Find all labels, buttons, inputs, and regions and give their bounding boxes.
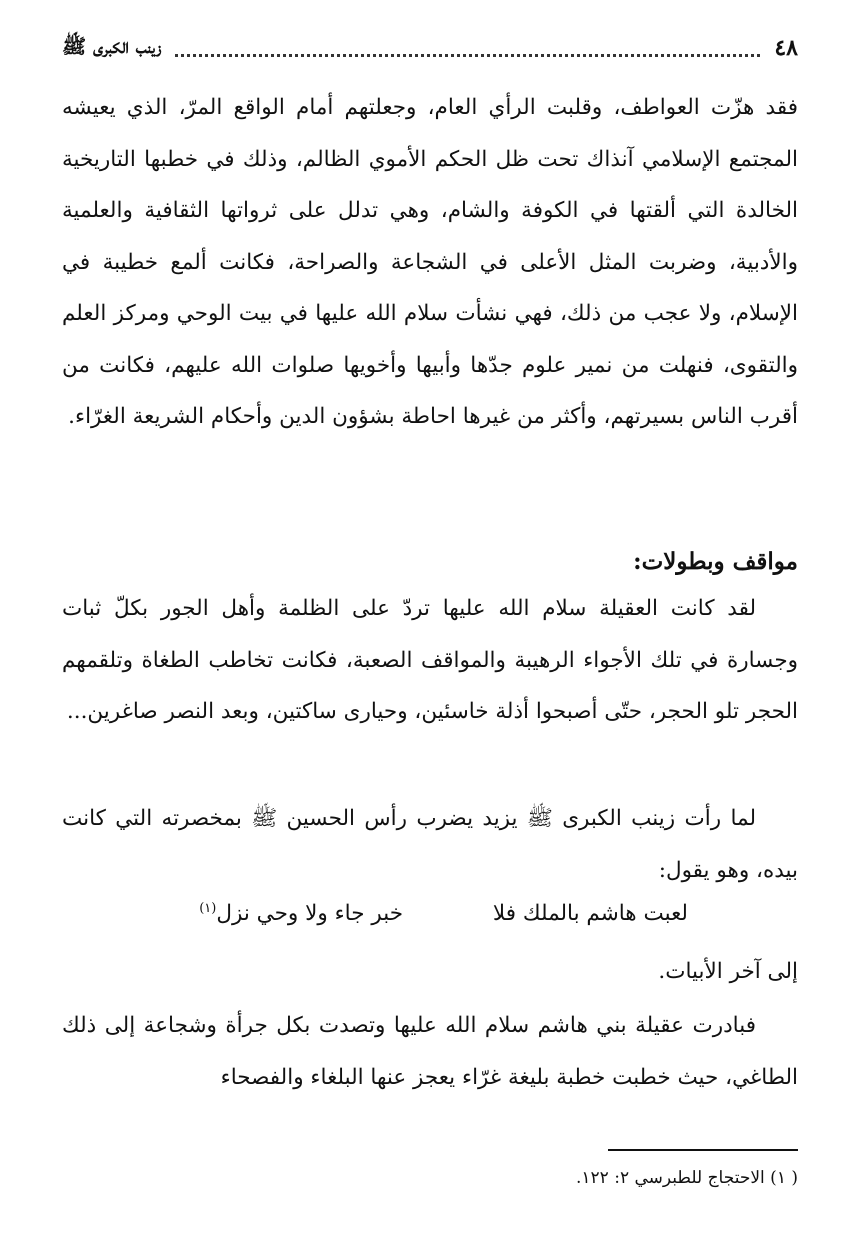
footnote-1: ( ١) الاحتجاج للطبرسي ٢: ١٢٢.	[576, 1168, 798, 1188]
paragraph-response: فبادرت عقيلة بني هاشم سلام الله عليها وتصدت بكل جرأة وشجاعة إلى ذلك الطاغي، حيث خطبت خطبة بليغة غرّاء يعجز عنها البلغاء والفصحاء	[62, 1013, 798, 1090]
footnote-separator	[608, 1149, 798, 1151]
footnote-marker[interactable]: (١)	[199, 901, 217, 916]
verse-hemistich-first: لعبت هاشم بالملك فلا	[492, 901, 688, 926]
paragraph-yazid: لما رأت زينب الكبرى ﷺ يزيد يضرب رأس الحسين ﷺ بمخصرته التي كانت بيده، وهو يقول:	[62, 806, 798, 883]
header-dot-leader	[175, 40, 760, 57]
paragraph-intro: فقد هزّت العواطف، وقلبت الرأي العام، وجعلتهم أمام الواقع المرّ، الذي يعيشه المجتمع الإسلامي آنذاك تحت ظل الحكم الأموي الظالم، وذلك في خطبها التاريخية الخالدة التي ألقتها في الكوفة والشام، وهي تدلل على ثرواتها الثقافية والعلمية والأدبية، وضربت المثل الأعلى في الشجاعة والصراحة، فكانت ألمع خطيبة في الإسلام، ولا عجب من ذلك، فهي نشأت سلام الله عليها في بيت الوحي ومركز العلم والتقوى، فنهلت من نمير علوم جدّها وأبيها وأخويها صلوات الله عليهم، فكانت من أقرب الناس بسيرتهم، وأكثر من غيرها احاطة بشؤون الدين وأحكام الشريعة الغرّاء.	[62, 95, 798, 429]
verse-continuation-note: إلى آخر الأبيات.	[658, 959, 798, 984]
page-number: ٤٨	[774, 35, 798, 61]
poetry-verse	[62, 895, 798, 943]
running-header	[62, 32, 798, 64]
running-title: زينب الكبرى ﷺ	[62, 33, 162, 58]
section-heading: مواقف وبطولات:	[633, 548, 798, 575]
paragraph-stances: لقد كانت العقيلة سلام الله عليها تردّ على الظلمة وأهل الجور بكلّ ثبات وجسارة في تلك الأجواء الرهيبة والمواقف الصعبة، فكانت تخاطب الطغاة وتلقمهم الحجر تلو الحجر، حتّى أصبحوا أذلة خاسئين، وحيارى ساكتين، وبعد النصر صاغرين...	[62, 596, 798, 724]
verse-hemistich-second: خبر جاء ولا وحي نزل$^{(١)}$	[199, 901, 403, 927]
